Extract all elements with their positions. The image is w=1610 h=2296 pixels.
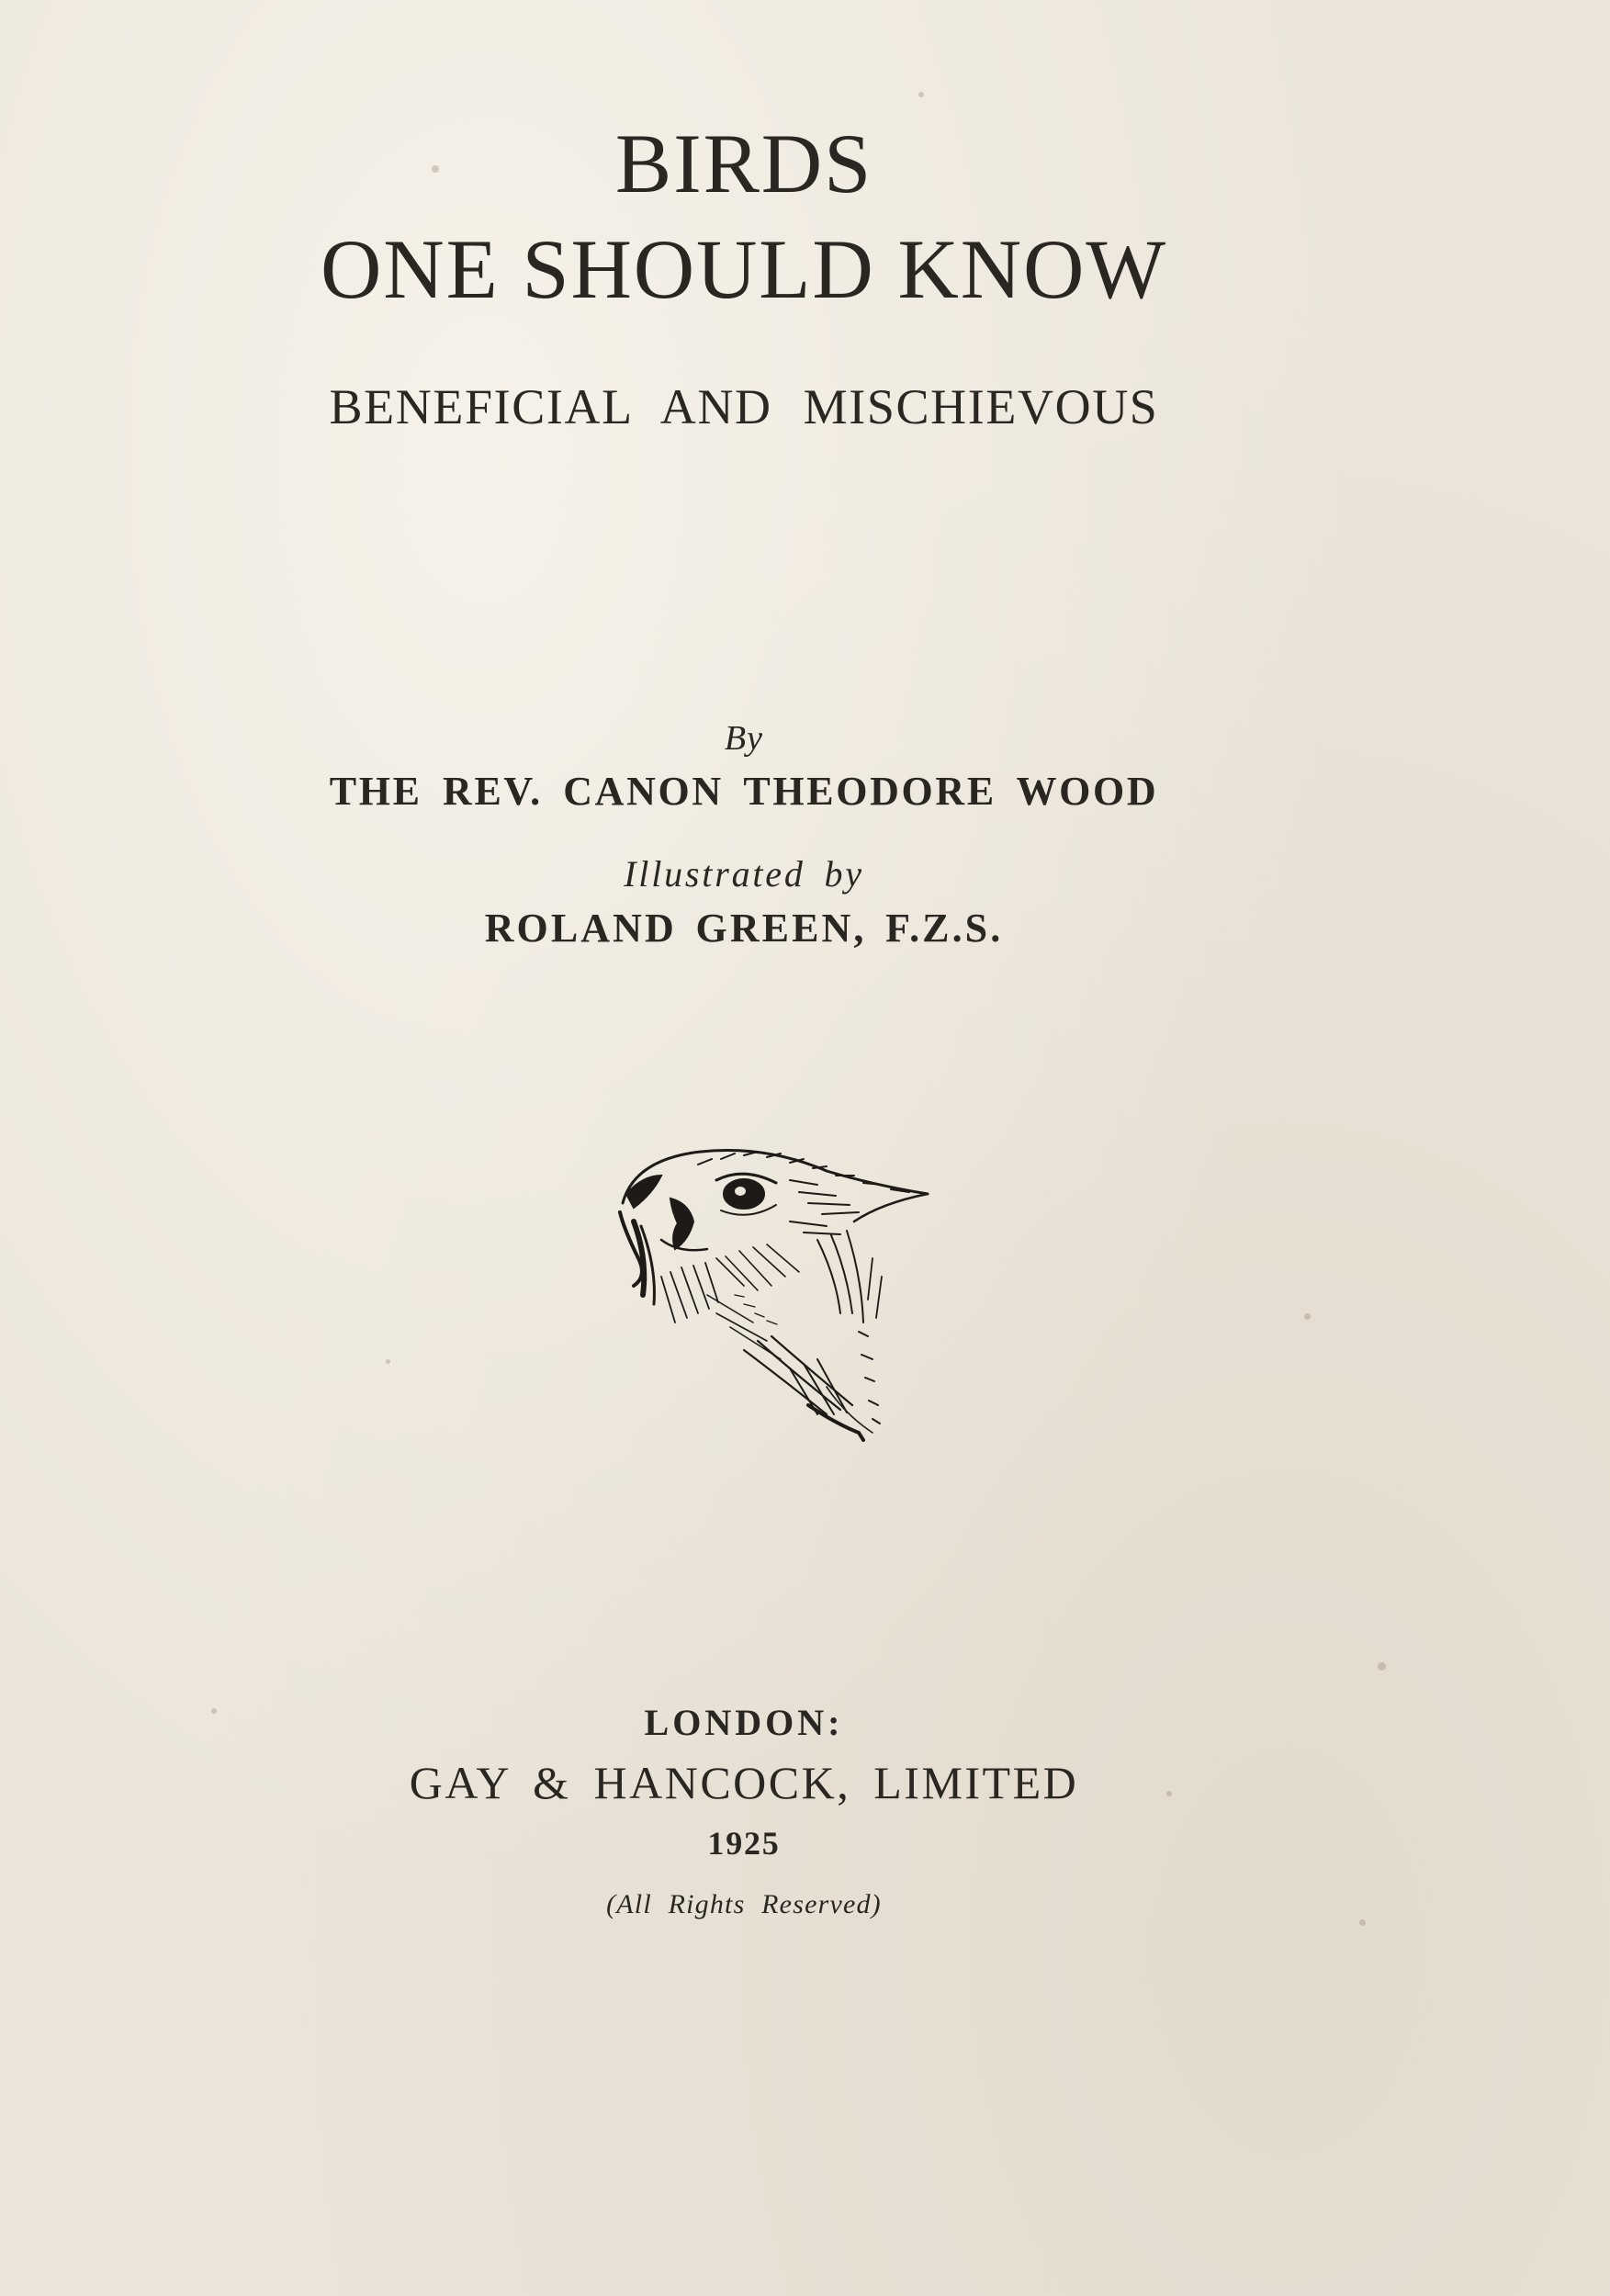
paper-speck (918, 92, 924, 97)
falcon-head-engraving-icon (606, 1139, 937, 1451)
title-line-1: BIRDS (614, 117, 873, 210)
author-name: THE REV. CANON THEODORE WOOD (329, 769, 1159, 814)
rights-notice: (All Rights Reserved) (606, 1889, 882, 1919)
illustrated-by-label: Illustrated by (624, 853, 864, 895)
publisher-name: GAY & HANCOCK, LIMITED (409, 1757, 1079, 1808)
paper-speck (432, 165, 439, 173)
illustrator-name: ROLAND GREEN, F.Z.S. (484, 906, 1004, 951)
title-line-2: ONE SHOULD KNOW (321, 222, 1167, 316)
publisher-city: LONDON: (644, 1702, 844, 1743)
publication-year: 1925 (707, 1825, 781, 1862)
paper-speck (1166, 1791, 1172, 1796)
subtitle: BENEFICIAL AND MISCHIEVOUS (329, 379, 1159, 434)
by-label: By (724, 719, 764, 758)
paper-speck (386, 1359, 390, 1364)
paper-speck (1304, 1313, 1311, 1320)
paper-speck (211, 1708, 217, 1714)
paper-speck (1378, 1662, 1386, 1671)
paper-speck (1359, 1919, 1366, 1926)
